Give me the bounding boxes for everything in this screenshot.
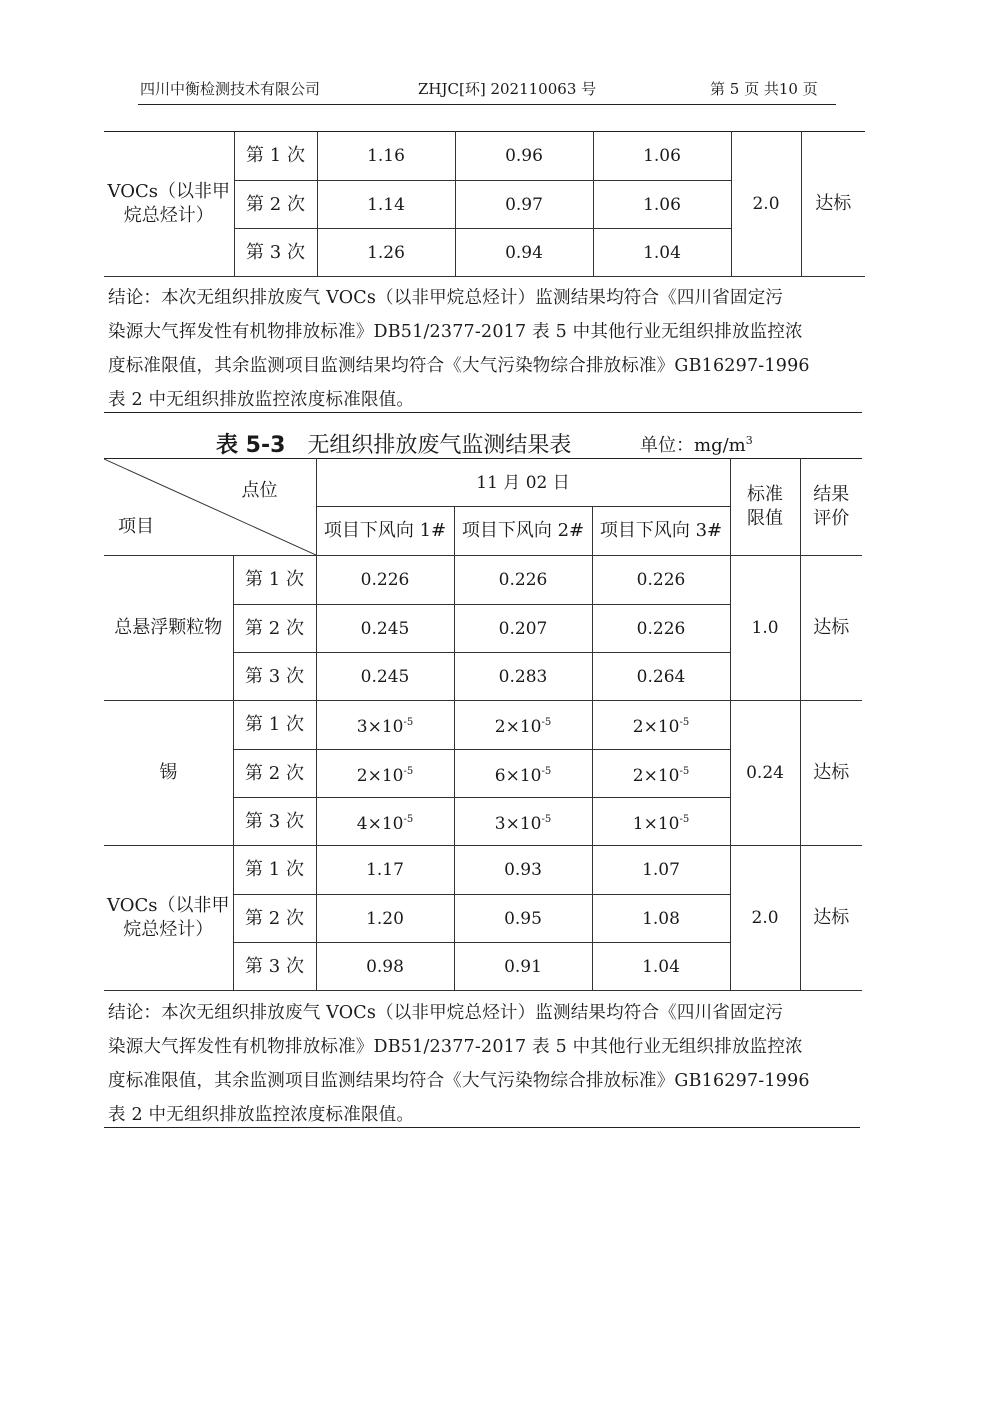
value-cell: 0.226 [316,556,454,605]
conclusion-1: 结论：本次无组织排放废气 VOCs（以非甲烷总烃计）监测结果均符合《四川省固定污 染源大气挥发性有机物排放标准》DB51/2377-2017 表 5 中其他行业无组织排放监控浓 度标准限值，其余监测项目监测结果均符合《大气污染物综合排放标准》GB16297-1996 表 2 中无组织排放监控浓度标准限值。 [108,288,810,410]
header-rule [138,104,836,105]
date-header: 11 月 02 日 [316,459,730,507]
table-number: 表 5-3 [216,433,286,458]
round-label: 第 3 次 [233,798,316,846]
round-label: 第 1 次 [233,701,316,750]
value-cell: $6\times 10^{-5}$ [454,750,592,798]
table-caption [216,428,571,459]
value-cell: 0.91 [454,943,592,991]
item-cell: 锡 [104,701,233,846]
value-cell: 0.95 [454,895,592,943]
value-cell: 1.06 [593,181,731,229]
round-label: 第 2 次 [234,181,317,229]
value-cell: 1.26 [317,229,455,277]
top-results-table [104,131,865,277]
page-number: 第 5 页 共10 页 [710,80,818,98]
limit-cell: 2.0 [731,132,801,277]
value-cell: 1.04 [593,229,731,277]
round-label: 第 3 次 [233,943,316,991]
value-cell: 0.94 [455,229,593,277]
value-cell: 1.07 [592,846,730,895]
limit-cell: 1.0 [730,556,800,701]
table-row [104,132,865,181]
value-cell: 0.97 [455,181,593,229]
result-cell: 达标 [800,701,862,846]
value-cell: 1.20 [316,895,454,943]
table-5-3 [104,458,862,991]
table-row [104,556,862,605]
table-row [104,701,862,750]
section-rule [104,412,862,413]
value-cell: 0.226 [454,556,592,605]
point-header: 点位 [241,480,278,501]
result-cell: 达标 [800,556,862,701]
round-label: 第 3 次 [234,229,317,277]
result-cell: 达标 [801,132,865,277]
value-cell: 0.226 [592,556,730,605]
round-label: 第 1 次 [233,846,316,895]
value-cell: 0.264 [592,653,730,701]
value-cell: 1.06 [593,132,731,181]
value-cell: $3\times 10^{-5}$ [454,798,592,846]
value-cell: 0.93 [454,846,592,895]
round-label: 第 1 次 [233,556,316,605]
item-header: 项目 [118,516,154,537]
value-cell: 0.283 [454,653,592,701]
point-1-header: 项目下风向 1# [316,507,454,556]
value-cell: 0.226 [592,605,730,653]
item-cell: VOCs（以非甲 烷总烃计） [104,132,234,277]
value-cell: 1.04 [592,943,730,991]
point-2-header: 项目下风向 2# [454,507,592,556]
point-3-header: 项目下风向 3# [592,507,730,556]
value-cell: 1.14 [317,181,455,229]
value-cell: $2\times 10^{-5}$ [592,750,730,798]
limit-header: 标准 限值 [730,459,800,556]
value-cell: $4\times 10^{-5}$ [316,798,454,846]
round-label: 第 1 次 [234,132,317,181]
value-cell: 0.245 [316,605,454,653]
round-label: 第 2 次 [233,895,316,943]
table-row [104,846,862,895]
company-name: 四川中衡检测技术有限公司 [140,80,321,98]
value-cell: $2\times 10^{-5}$ [454,701,592,750]
conclusion-2: 结论：本次无组织排放废气 VOCs（以非甲烷总烃计）监测结果均符合《四川省固定污 染源大气挥发性有机物排放标准》DB51/2377-2017 表 5 中其他行业无组织排放监控浓 度标准限值，其余监测项目监测结果均符合《大气污染物综合排放标准》GB16297-1996 表 2 中无组织排放监控浓度标准限值。 [108,1003,810,1125]
value-cell: 0.245 [316,653,454,701]
section-rule [104,1127,860,1128]
round-label: 第 3 次 [233,653,316,701]
table-title: 无组织排放废气监测结果表 [307,433,572,458]
result-cell: 达标 [800,846,862,991]
value-cell: $3\times 10^{-5}$ [316,701,454,750]
header-row [104,459,862,507]
limit-cell: 0.24 [730,701,800,846]
value-cell: 0.207 [454,605,592,653]
value-cell: 1.17 [316,846,454,895]
value-cell: 0.96 [455,132,593,181]
value-cell: $2\times 10^{-5}$ [592,701,730,750]
unit-label: 单位：$mg/m^3$ [640,434,753,456]
value-cell: 1.16 [317,132,455,181]
round-label: 第 2 次 [233,605,316,653]
report-number: ZHJC[环] 202110063 号 [418,80,597,98]
item-cell: 总悬浮颗粒物 [104,556,233,701]
value-cell: $2\times 10^{-5}$ [316,750,454,798]
result-header: 结果 评价 [800,459,862,556]
round-label: 第 2 次 [233,750,316,798]
value-cell: 0.98 [316,943,454,991]
item-cell: VOCs（以非甲 烷总烃计） [104,846,233,991]
diagonal-header [104,459,316,556]
value-cell: 1.08 [592,895,730,943]
diagonal-line [104,459,316,555]
limit-cell: 2.0 [730,846,800,991]
value-cell: $1\times 10^{-5}$ [592,798,730,846]
